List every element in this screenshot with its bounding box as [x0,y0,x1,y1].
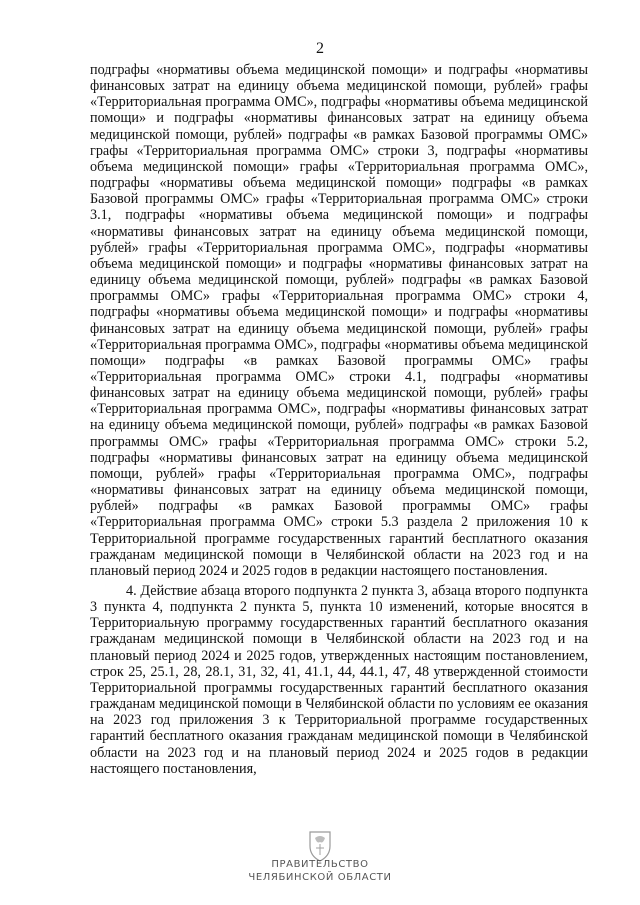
footer-region: ЧЕЛЯБИНСКОЙ ОБЛАСТИ [248,872,392,883]
footer-watermark [0,858,640,884]
paragraph-continuation: подграфы «нормативы объема медицинской помощи» и подграфы «нормативы финансовых затрат на единицу объема медицинской помощи, рублей» графы «Территориальная программа ОМС», подграфы «нормативы объема медицинской помощи» и подграфы «нормативы финансовых затрат на единицу объема медицинской помощи, рублей» подграфы «в рамках Базовой программы ОМС» графы «Территориальная программа ОМС» строки 3, подграфы «нормативы объема медицинской помощи» графы «Территориальная программа ОМС», подграфы «нормативы объема медицинской помощи» подграфы «в рамках Базовой программы ОМС» графы «Территориальная программа ОМС» строки 3.1, подграфы «нормативы объема медицинской помощи» и подграфы «нормативы финансовых затрат на единицу объема медицинской помощи, рублей» графы «Территориальная программа ОМС», подграфы «нормативы объема медицинской помощи» и подграфы «нормативы финансовых затрат на единицу объема медицинской помощи, рублей» подграфы «в рамках Базовой программы ОМС» графы «Территориальная программа ОМС» строки 4, подграфы «нормативы объема медицинской помощи» и подграфы «нормативы финансовых затрат на единицу объема медицинской помощи, рублей» графы «Территориальная программа ОМС», подграфы «нормативы объема медицинской помощи» подграфы «в рамках Базовой программы ОМС» графы «Территориальная программа ОМС» строки 4.1, подграфы «нормативы финансовых затрат на единицу объема медицинской помощи, рублей» графы «Территориальная программа ОМС», подграфы «нормативы финансовых затрат на единицу объема медицинской помощи, рублей» подграфы «в рамках Базовой программы ОМС» графы «Территориальная программа ОМС» строки 5.2, подграфы «нормативы финансовых затрат на единицу объема медицинской помощи, рублей» графы «Территориальная программа ОМС», подграфы «нормативы финансовых затрат на единицу объема медицинской помощи, рублей» подграфы «в рамках Базовой программы ОМС» графы «Территориальная программа ОМС» строки 5.3 раздела 2 приложения 10 к Территориальной программе государственных гарантий бесплатного оказания гражданам медицинской помощи в Челябинской области на 2023 год и на плановый период 2024 и 2025 годов в редакции настоящего постановления. [90,62,588,579]
footer-government: ПРАВИТЕЛЬСТВО [271,859,369,870]
page-number: 2 [316,40,324,57]
paragraph-item-4: 4. Действие абзаца второго подпункта 2 пункта 3, абзаца второго подпункта 3 пункта 4, подпункта 2 пункта 5, пункта 10 изменений, которые вносятся в Территориальную программу государственных гарантий бесплатного оказания гражданам медицинской помощи в Челябинской области на 2023 год и на плановый период 2024 и 2025 годов, утвержденных настоящим постановлением, строк 25, 25.1, 28, 28.1, 31, 32, 41, 41.1, 44, 44.1, 47, 48 утвержденной стоимости Территориальной программы государственных гарантий бесплатного оказания гражданам медицинской помощи в Челябинской области по условиям ее оказания на 2023 год приложения 3 к Территориальной программе государственных гарантий бесплатного оказания гражданам медицинской помощи в Челябинской области на 2023 год и на плановый период 2024 и 2025 годов в редакции настоящего постановления, [90,583,588,777]
document-body [90,62,588,777]
